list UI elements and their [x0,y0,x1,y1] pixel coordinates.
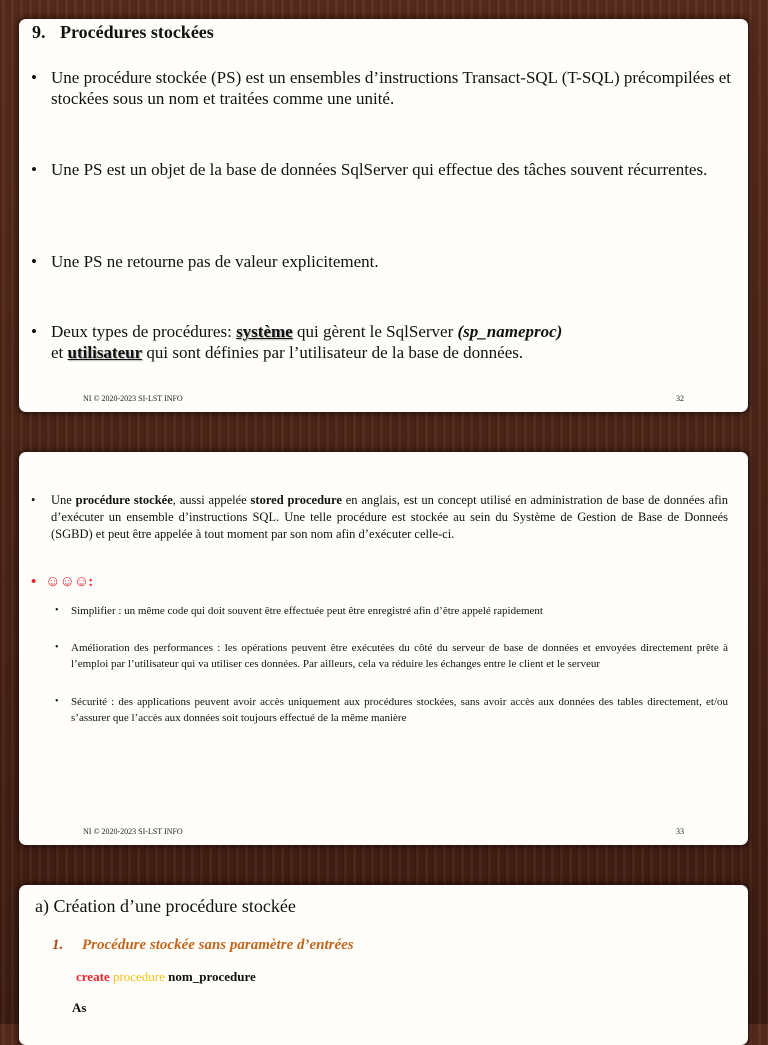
bullet-dot: • [31,493,36,507]
para-pre: Une [51,493,76,507]
code-keyword-create: create [76,969,110,984]
term-procedure-stockee: procédure stockée [75,493,173,507]
keyword-utilisateur: utilisateur [67,343,143,362]
code-line-as: As [72,1000,87,1015]
paragraph-definition [31,492,728,543]
advantage-text: Sécurité : des applications peuvent avoir accès uniquement aux procédures stockées, sans avoir accès aux données des tables directement, et/ou s’assurer que l’accès aux données soit toujours effectué de la même manière [71,696,728,724]
types-and: et [51,343,68,362]
advantage-simplifier [55,603,728,619]
bullet-dot: • [55,642,59,653]
bullet-dot: • [31,574,37,590]
sp-nameproc: (sp_nameproc) [457,322,563,341]
bullet-dot: • [55,605,59,616]
slide-title [32,22,214,43]
bullet-dot: • [31,68,37,87]
bullet-text [51,321,731,363]
footer-copyright: NI © 2020-2023 SI-LST INFO [83,394,183,403]
smiley-icons: ☺☺☺ [45,574,89,590]
smiley-colon: : [88,574,94,590]
bullet-dot: • [31,322,37,341]
bullet-ps-types [31,321,731,363]
types-end: qui sont définies par l’utilisateur de la base de données. [142,343,524,362]
footer-copyright: NI © 2020-2023 SI-LST INFO [83,827,183,836]
code-keyword-procedure: procedure [112,969,165,984]
subsection-title [52,937,354,954]
keyword-systeme: système [236,322,293,341]
bullet-ps-definition [31,67,731,109]
advantage-securite [55,694,728,726]
section-title: a) Création d’une procédure stockée [35,896,296,916]
advantage-text: Amélioration des performances : les opérations peuvent être exécutées du côté du serveur de base de données et envoyées directement prête à l’emploi par l’utilisateur qui va utiliser ces données. Par ailleurs, cela va réduire les échanges entre le client et le serveur [71,642,728,670]
bullet-dot: • [31,252,37,271]
slide-33 [19,452,748,845]
advantage-performances [55,640,728,672]
para-rest: en anglais, est un concept utilisé en administration de base de données afin d’exécuter un ensemble d’instructions SQL. Une telle procédure est stockée au sein du Système de Gestion de Base de Donneés (SGBD) et peut être appelée à tout moment par son nom afin d’exécuter celle-ci. [51,493,728,541]
subsection-number: 1. [52,937,64,953]
code-line-create [76,969,256,985]
slide-32 [19,19,748,412]
section-title: Procédures stockées [60,22,214,42]
para-mid: , aussi appelée [172,493,251,507]
bullet-text: Une PS ne retourne pas de valeur explicitement. [51,252,379,271]
advantage-text: Simplifier : un même code qui doit souvent être effectuée peut être enregistré afin d’être appelé rapidement [71,605,543,617]
subsection-text: Procédure stockée sans paramètre d’entrées [82,937,354,953]
bullet-ps-object [31,159,731,180]
page-number: 32 [676,394,684,403]
page-number: 33 [676,827,684,836]
slide-34 [19,885,748,1045]
paragraph-text [51,492,728,543]
types-middle: qui gèrent le SqlServer [292,322,458,341]
bullet-text: Une PS est un objet de la base de données SqlServer qui effectue des tâches souvent récurrentes. [51,160,708,179]
code-procedure-name: nom_procedure [168,969,256,984]
types-intro: Deux types de procédures: [51,322,237,341]
bullet-ps-return [31,251,731,272]
bullet-dot: • [55,696,59,707]
advantages-heading [31,574,93,591]
term-stored-procedure: stored procedure [250,493,342,507]
section-number: 9. [32,22,46,42]
bullet-text: Une procédure stockée (PS) est un ensembles d’instructions Transact-SQL (T-SQL) précompilées et stockées sous un nom et traitées comme une unité. [51,68,732,108]
bullet-dot: • [31,160,37,179]
